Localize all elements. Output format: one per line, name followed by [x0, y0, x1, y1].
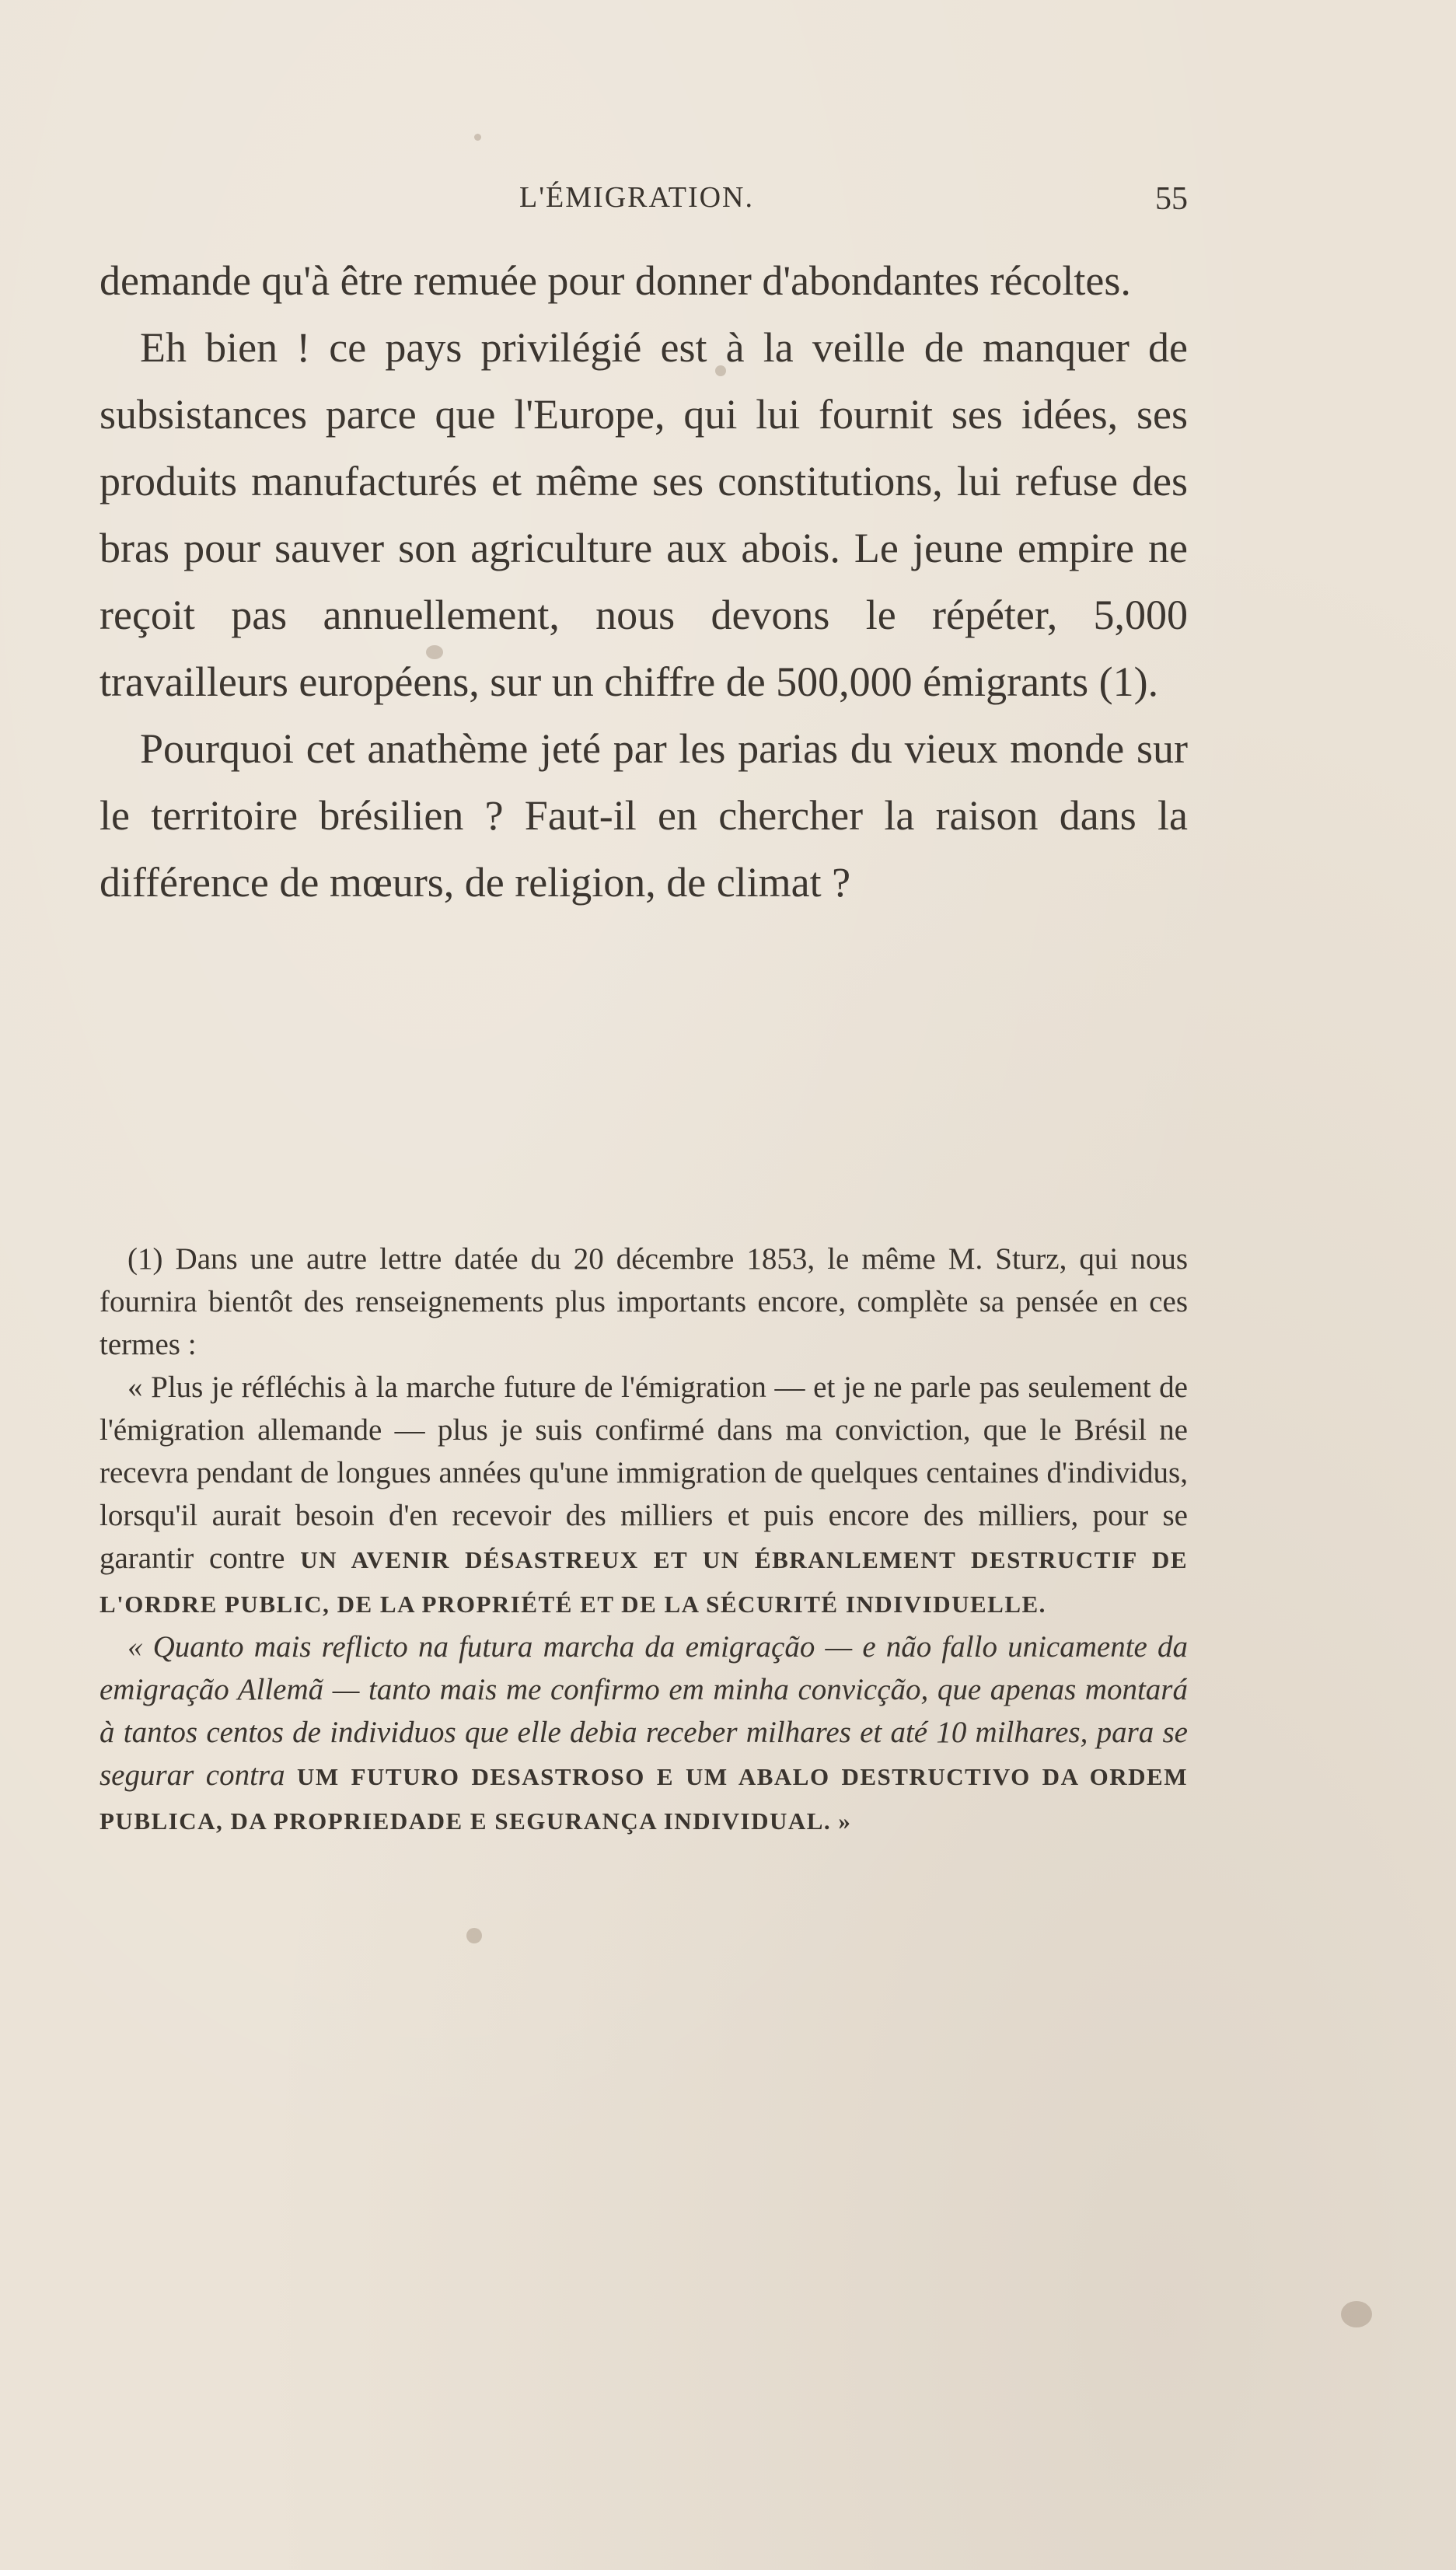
footnote-portuguese-text: « Quanto mais reflicto na futura marcha da emigração — e não fallo unicamente da emigração Allemã — tanto mais me confirmo em minha convicção, que apenas montará à tantos centos de individuos que elle debia receber milhares et até 10 milhares, para se segurar contra	[100, 1630, 1188, 1792]
footnote-portuguese-caps: UM FUTURO DESASTROSO E UM ABALO DESTRUCTIVO DA ORDEM PUBLICA, DA PROPRIEDADE E SEGURANÇA INDIVIDUAL. »	[100, 1763, 1188, 1835]
footnote-french-quote	[100, 1366, 1188, 1625]
paragraph: Eh bien ! ce pays privilégié est à la veille de manquer de subsistances parce que l'Europe, qui lui fournit ses idées, ses produits manufacturés et même ses constitutions, lui refuse des bras pour sauver son agriculture aux abois. Le jeune empire ne reçoit pas annuellement, nous devons le répéter, 5,000 travailleurs européens, sur un chiffre de 500,000 émigrants (1).	[100, 324, 1188, 705]
main-text	[100, 247, 1188, 916]
footnote	[100, 1238, 1188, 1842]
footnote-french-caps: UN AVENIR DÉSASTREUX ET UN ÉBRANLEMENT DESTRUCTIF DE L'ORDRE PUBLIC, DE LA PROPRIÉTÉ ET DE LA SÉCURITÉ INDIVIDUELLE.	[100, 1546, 1189, 1618]
ink-speck	[1341, 2301, 1372, 2327]
page-header	[100, 180, 1188, 219]
paragraph: demande qu'à être remuée pour donner d'abondantes récoltes.	[100, 257, 1131, 304]
ink-speck	[466, 1928, 482, 1943]
footnote-portuguese-quote	[100, 1625, 1188, 1842]
ink-speck	[474, 134, 481, 141]
running-head: L'ÉMIGRATION.	[519, 181, 754, 214]
footnote-french-text: « Plus je réfléchis à la marche future de l'émigration — et je ne parle pas seulement de l'émigration allemande — plus je suis confirmé dans ma conviction, que le Brésil ne recevra pendant de longues années qu'une immigration de quelques centaines d'individus, lorsqu'il aurait besoin d'en recevoir des milliers et puis encore des milliers, pour se garantir contre	[100, 1371, 1188, 1575]
footnote-intro: (1) Dans une autre lettre datée du 20 décembre 1853, le même M. Sturz, qui nous fournira bientôt des renseignements plus importants encore, complète sa pensée en ces termes :	[100, 1242, 1188, 1361]
page-number: 55	[1155, 181, 1188, 217]
paragraph: Pourquoi cet anathème jeté par les parias du vieux monde sur le territoire brésilien ? Faut-il en chercher la raison dans la différence de mœurs, de religion, de climat ?	[100, 725, 1188, 906]
